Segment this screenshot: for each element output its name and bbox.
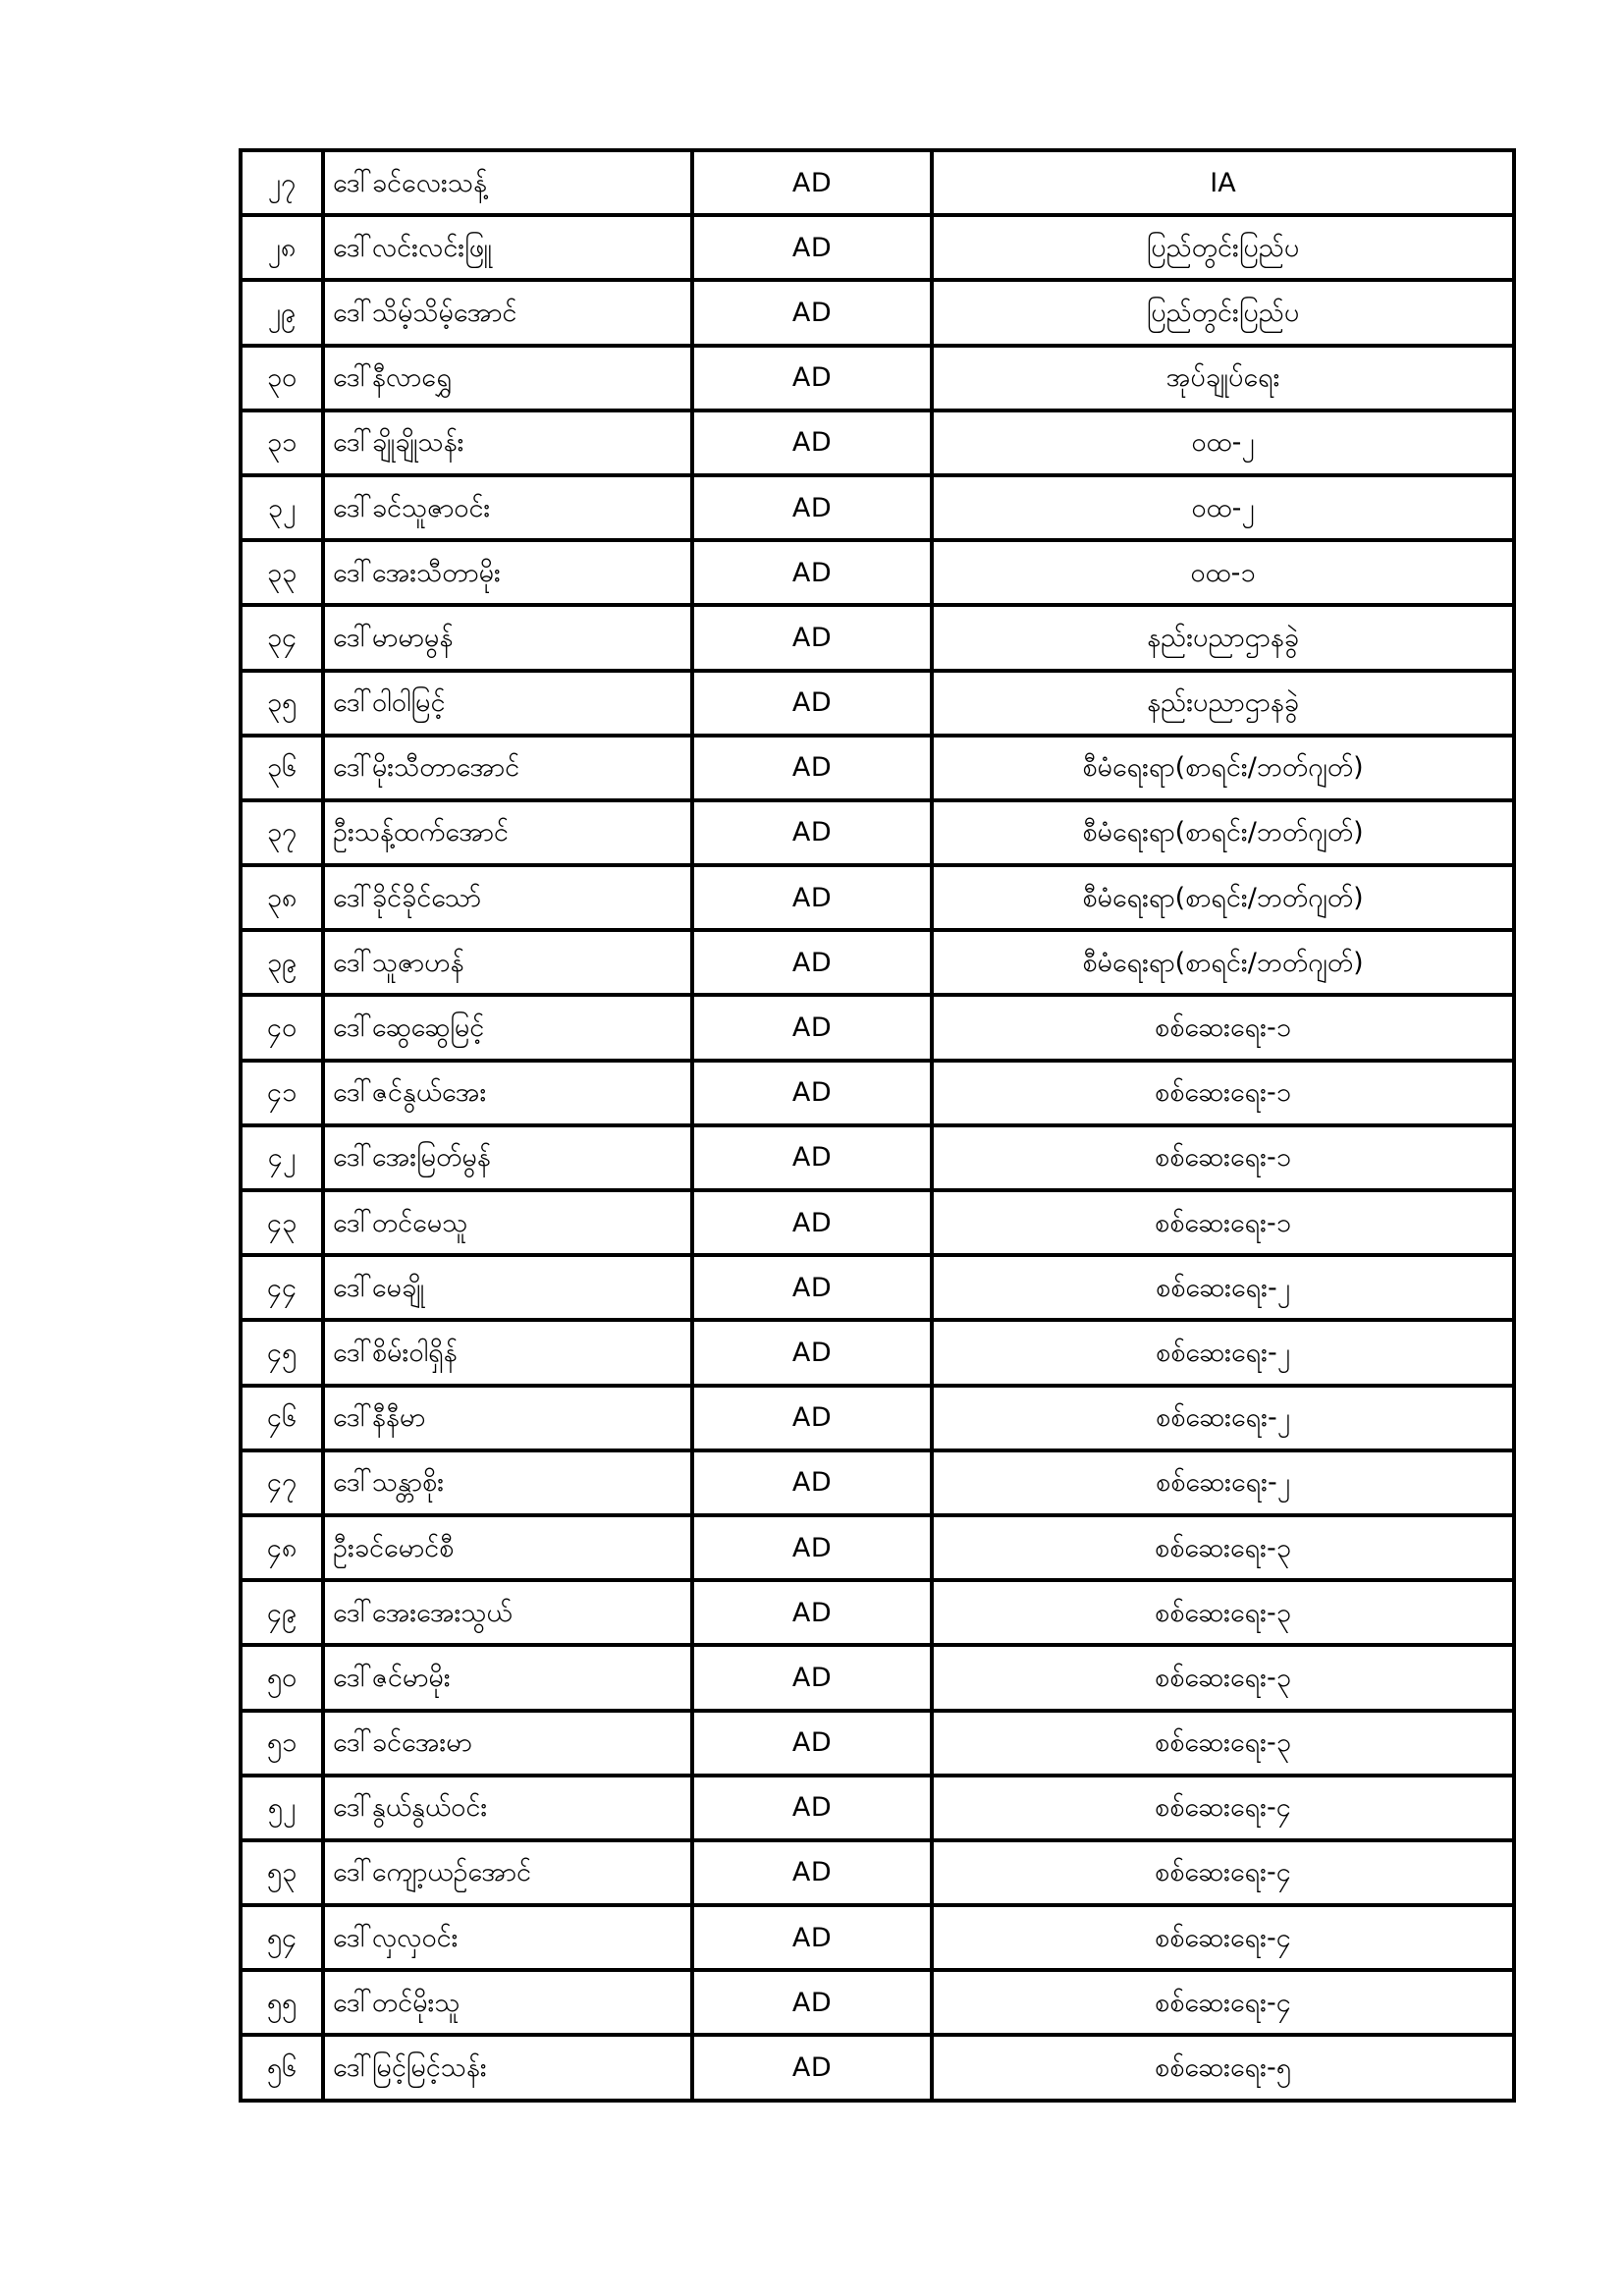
name-cell: ဒေါ်ခင်လေးသန့် <box>323 150 692 215</box>
department-cell: စစ်ဆေးရေး-၁ <box>932 1125 1514 1190</box>
rank-cell: AD <box>692 995 932 1060</box>
rank-cell: AD <box>692 671 932 736</box>
department-cell: စစ်ဆေးရေး-၄ <box>932 1970 1514 2035</box>
department-cell: စစ်ဆေးရေး-၅ <box>932 2035 1514 2100</box>
row-number-cell: ၄၉ <box>241 1580 323 1645</box>
row-number-cell: ၄၅ <box>241 1320 323 1385</box>
department-cell: စစ်ဆေးရေး-၃ <box>932 1645 1514 1710</box>
department-cell: စစ်ဆေးရေး-၂ <box>932 1320 1514 1385</box>
name-cell: ဒေါ်ဇင်နွယ်အေး <box>323 1061 692 1125</box>
rank-cell: AD <box>692 540 932 605</box>
table-row <box>241 671 1514 736</box>
table-row <box>241 995 1514 1060</box>
name-cell: ဒေါ်ချိုချိုသန်း <box>323 410 692 475</box>
rank-cell: AD <box>692 1320 932 1385</box>
rank-cell: AD <box>692 1711 932 1776</box>
row-number-cell: ၃၁ <box>241 410 323 475</box>
row-number-cell: ၃၃ <box>241 540 323 605</box>
name-cell: ဒေါ်တင်မေသူ <box>323 1190 692 1255</box>
rank-cell: AD <box>692 1386 932 1450</box>
department-cell: ဝထ-၁ <box>932 540 1514 605</box>
table-row <box>241 1645 1514 1710</box>
table-row <box>241 1580 1514 1645</box>
rank-cell: AD <box>692 1645 932 1710</box>
table-row <box>241 800 1514 865</box>
row-number-cell: ၄၄ <box>241 1255 323 1320</box>
rank-cell: AD <box>692 1190 932 1255</box>
name-cell: ဒေါ်အေးအေးသွယ် <box>323 1580 692 1645</box>
department-cell: စီမံရေးရာ(စာရင်း/ဘတ်ဂျတ်) <box>932 865 1514 930</box>
name-cell: ဒေါ်သူဇာဟန် <box>323 930 692 995</box>
name-cell: ဒေါ်ခိုင်ခိုင်သော် <box>323 865 692 930</box>
table-row <box>241 2035 1514 2100</box>
name-cell: ဒေါ်မိုးသီတာအောင် <box>323 736 692 800</box>
row-number-cell: ၃၂ <box>241 475 323 540</box>
department-cell: ပြည်တွင်းပြည်ပ <box>932 215 1514 280</box>
table-row <box>241 736 1514 800</box>
row-number-cell: ၃၆ <box>241 736 323 800</box>
table-row <box>241 540 1514 605</box>
table-row <box>241 1061 1514 1125</box>
row-number-cell: ၃၀ <box>241 346 323 410</box>
rank-cell: AD <box>692 1255 932 1320</box>
table-body <box>241 150 1514 2101</box>
table-row <box>241 1386 1514 1450</box>
department-cell: စစ်ဆေးရေး-၁ <box>932 1061 1514 1125</box>
name-cell: ဒေါ်အေးသီတာမိုး <box>323 540 692 605</box>
staff-table <box>239 148 1516 2103</box>
table-row <box>241 1905 1514 1970</box>
rank-cell: AD <box>692 1840 932 1905</box>
name-cell: ဒေါ်ကျော့ယဉ်အောင် <box>323 1840 692 1905</box>
rank-cell: AD <box>692 2035 932 2100</box>
row-number-cell: ၅၄ <box>241 1905 323 1970</box>
row-number-cell: ၅၁ <box>241 1711 323 1776</box>
table-row <box>241 1190 1514 1255</box>
department-cell: စစ်ဆေးရေး-၄ <box>932 1776 1514 1840</box>
rank-cell: AD <box>692 1905 932 1970</box>
name-cell: ဒေါ်မေချို <box>323 1255 692 1320</box>
table-row <box>241 475 1514 540</box>
department-cell: စစ်ဆေးရေး-၂ <box>932 1450 1514 1515</box>
rank-cell: AD <box>692 475 932 540</box>
rank-cell: AD <box>692 1061 932 1125</box>
row-number-cell: ၅၅ <box>241 1970 323 2035</box>
department-cell: နည်းပညာဌာနခွဲ <box>932 605 1514 670</box>
name-cell: ဒေါ်နီနီမာ <box>323 1386 692 1450</box>
rank-cell: AD <box>692 1776 932 1840</box>
rank-cell: AD <box>692 1125 932 1190</box>
table-row <box>241 1970 1514 2035</box>
department-cell: ပြည်တွင်းပြည်ပ <box>932 280 1514 345</box>
name-cell: ဒေါ်အေးမြတ်မွန် <box>323 1125 692 1190</box>
table-row <box>241 1125 1514 1190</box>
row-number-cell: ၃၇ <box>241 800 323 865</box>
row-number-cell: ၄၇ <box>241 1450 323 1515</box>
name-cell: ဦးခင်မောင်စီ <box>323 1515 692 1580</box>
department-cell: စစ်ဆေးရေး-၁ <box>932 995 1514 1060</box>
name-cell: ဦးသန့်ထက်အောင် <box>323 800 692 865</box>
table-row <box>241 605 1514 670</box>
name-cell: ဒေါ်သန္တာစိုး <box>323 1450 692 1515</box>
name-cell: ဒေါ်ဆွေဆွေမြင့် <box>323 995 692 1060</box>
department-cell: စီမံရေးရာ(စာရင်း/ဘတ်ဂျတ်) <box>932 736 1514 800</box>
row-number-cell: ၂၈ <box>241 215 323 280</box>
department-cell: ဝထ-၂ <box>932 475 1514 540</box>
department-cell: စစ်ဆေးရေး-၃ <box>932 1580 1514 1645</box>
table-row <box>241 1320 1514 1385</box>
row-number-cell: ၃၄ <box>241 605 323 670</box>
rank-cell: AD <box>692 150 932 215</box>
department-cell: အုပ်ချုပ်ရေး <box>932 346 1514 410</box>
department-cell: IA <box>932 150 1514 215</box>
department-cell: စီမံရေးရာ(စာရင်း/ဘတ်ဂျတ်) <box>932 930 1514 995</box>
rank-cell: AD <box>692 1970 932 2035</box>
table-row <box>241 865 1514 930</box>
rank-cell: AD <box>692 800 932 865</box>
name-cell: ဒေါ်မြင့်မြင့်သန်း <box>323 2035 692 2100</box>
table-row <box>241 930 1514 995</box>
table-row <box>241 1711 1514 1776</box>
name-cell: ဒေါ်သိမ့်သိမ့်အောင် <box>323 280 692 345</box>
name-cell: ဒေါ်နီလာရွှေ <box>323 346 692 410</box>
row-number-cell: ၄၂ <box>241 1125 323 1190</box>
row-number-cell: ၅၂ <box>241 1776 323 1840</box>
department-cell: စစ်ဆေးရေး-၂ <box>932 1386 1514 1450</box>
row-number-cell: ၄၀ <box>241 995 323 1060</box>
rank-cell: AD <box>692 410 932 475</box>
name-cell: ဒေါ်ဝါဝါမြင့် <box>323 671 692 736</box>
table-row <box>241 280 1514 345</box>
name-cell: ဒေါ်ခင်သူဇာဝင်း <box>323 475 692 540</box>
row-number-cell: ၅၆ <box>241 2035 323 2100</box>
rank-cell: AD <box>692 215 932 280</box>
rank-cell: AD <box>692 1515 932 1580</box>
row-number-cell: ၅၃ <box>241 1840 323 1905</box>
row-number-cell: ၅၀ <box>241 1645 323 1710</box>
row-number-cell: ၂၇ <box>241 150 323 215</box>
department-cell: စစ်ဆေးရေး-၄ <box>932 1905 1514 1970</box>
table-row <box>241 1840 1514 1905</box>
row-number-cell: ၃၉ <box>241 930 323 995</box>
name-cell: ဒေါ်စိမ်းဝါရှိန် <box>323 1320 692 1385</box>
table-row <box>241 410 1514 475</box>
row-number-cell: ၂၉ <box>241 280 323 345</box>
rank-cell: AD <box>692 605 932 670</box>
rank-cell: AD <box>692 930 932 995</box>
rank-cell: AD <box>692 1580 932 1645</box>
name-cell: ဒေါ်ခင်အေးမာ <box>323 1711 692 1776</box>
table-row <box>241 1515 1514 1580</box>
row-number-cell: ၄၃ <box>241 1190 323 1255</box>
department-cell: ဝထ-၂ <box>932 410 1514 475</box>
department-cell: စစ်ဆေးရေး-၂ <box>932 1255 1514 1320</box>
name-cell: ဒေါ်နွယ်နွယ်ဝင်း <box>323 1776 692 1840</box>
department-cell: စီမံရေးရာ(စာရင်း/ဘတ်ဂျတ်) <box>932 800 1514 865</box>
name-cell: ဒေါ်လင်းလင်းဖြူ <box>323 215 692 280</box>
department-cell: စစ်ဆေးရေး-၄ <box>932 1840 1514 1905</box>
rank-cell: AD <box>692 1450 932 1515</box>
row-number-cell: ၄၁ <box>241 1061 323 1125</box>
rank-cell: AD <box>692 346 932 410</box>
table-row <box>241 1255 1514 1320</box>
row-number-cell: ၃၅ <box>241 671 323 736</box>
row-number-cell: ၃၈ <box>241 865 323 930</box>
name-cell: ဒေါ်လှလှဝင်း <box>323 1905 692 1970</box>
table-row <box>241 1450 1514 1515</box>
department-cell: နည်းပညာဌာနခွဲ <box>932 671 1514 736</box>
name-cell: ဒေါ်မာမာမွန် <box>323 605 692 670</box>
table-row <box>241 150 1514 215</box>
table-row <box>241 346 1514 410</box>
department-cell: စစ်ဆေးရေး-၃ <box>932 1711 1514 1776</box>
row-number-cell: ၄၆ <box>241 1386 323 1450</box>
table-row <box>241 1776 1514 1840</box>
rank-cell: AD <box>692 736 932 800</box>
row-number-cell: ၄၈ <box>241 1515 323 1580</box>
table-row <box>241 215 1514 280</box>
name-cell: ဒေါ်ဇင်မာမိုး <box>323 1645 692 1710</box>
rank-cell: AD <box>692 280 932 345</box>
department-cell: စစ်ဆေးရေး-၁ <box>932 1190 1514 1255</box>
name-cell: ဒေါ်တင်မိုးသူ <box>323 1970 692 2035</box>
department-cell: စစ်ဆေးရေး-၃ <box>932 1515 1514 1580</box>
rank-cell: AD <box>692 865 932 930</box>
